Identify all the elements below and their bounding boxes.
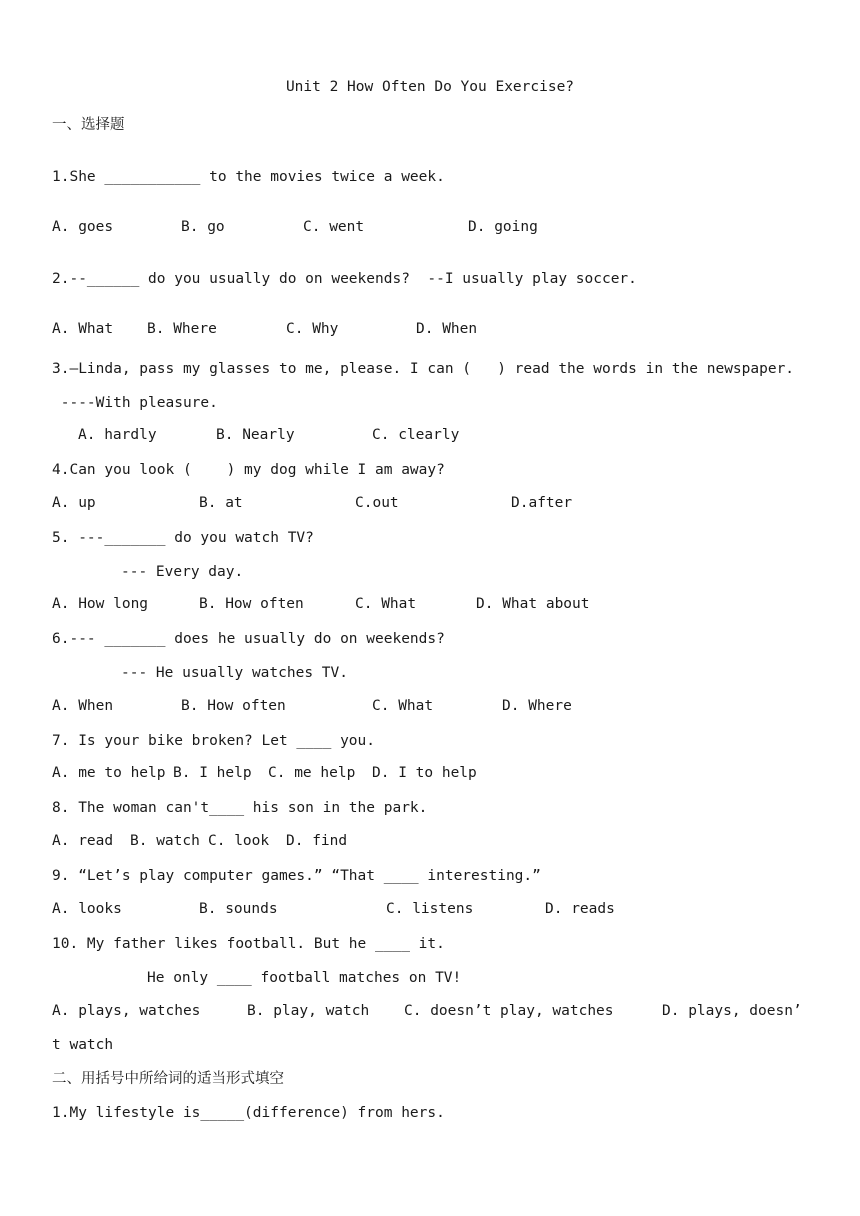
q6-option-a: A. When	[52, 698, 114, 714]
q10-option-d: D. plays, doesn’	[662, 1003, 802, 1019]
q2-option-b: B. Where	[147, 321, 217, 337]
question-3-stem: 3.—Linda, pass my glasses to me, please. I can ( ) read the words in the newspaper.	[52, 361, 795, 377]
question-10-stem-line2: He only ____ football matches on TV!	[147, 970, 462, 986]
q9-option-d: D. reads	[545, 901, 615, 917]
q2-option-d: D. When	[416, 321, 478, 337]
q5-option-c: C. What	[355, 596, 417, 612]
q5-option-b: B. How often	[199, 596, 304, 612]
q4-option-a: A. up	[52, 495, 96, 511]
q8-option-c: C. look	[208, 833, 270, 849]
q8-option-b: B. watch	[130, 833, 200, 849]
q6-option-b: B. How often	[181, 698, 286, 714]
question-6-response: --- He usually watches TV.	[121, 665, 348, 681]
q9-option-c: C. listens	[386, 901, 474, 917]
q7-option-a: A. me to help	[52, 765, 166, 781]
page-title: Unit 2 How Often Do You Exercise?	[285, 79, 575, 95]
q4-option-c: C.out	[355, 495, 399, 511]
section-heading-choice: 一、选择题	[52, 117, 125, 133]
q6-option-c: C. What	[372, 698, 434, 714]
q1-option-d: D. going	[468, 219, 538, 235]
question-10-stem: 10. My father likes football. But he ____ it.	[52, 936, 445, 952]
q6-option-d: D. Where	[502, 698, 572, 714]
q10-option-a: A. plays, watches	[52, 1003, 201, 1019]
q7-option-c: C. me help	[268, 765, 356, 781]
section-heading-fill: 二、用括号中所给词的适当形式填空	[52, 1071, 284, 1087]
q3-option-b: B. Nearly	[216, 427, 295, 443]
question-4-stem: 4.Can you look ( ) my dog while I am away?	[52, 462, 445, 478]
q9-option-a: A. looks	[52, 901, 122, 917]
q1-option-b: B. go	[181, 219, 225, 235]
q10-option-c: C. doesn’t play, watches	[404, 1003, 614, 1019]
question-5-stem: 5. ---_______ do you watch TV?	[52, 530, 314, 546]
question-6-stem: 6.--- _______ does he usually do on weekends?	[52, 631, 445, 647]
question-3-response: ----With pleasure.	[52, 395, 218, 411]
q2-option-a: A. What	[52, 321, 114, 337]
q4-option-d: D.after	[511, 495, 573, 511]
q2-option-c: C. Why	[286, 321, 339, 337]
question-1-stem: 1.She ___________ to the movies twice a week.	[52, 169, 445, 185]
q3-option-a: A. hardly	[78, 427, 157, 443]
q8-option-d: D. find	[286, 833, 348, 849]
q10-option-b: B. play, watch	[247, 1003, 370, 1019]
q5-option-a: A. How long	[52, 596, 149, 612]
question-7-stem: 7. Is your bike broken? Let ____ you.	[52, 733, 376, 749]
q7-option-d: D. I to help	[372, 765, 477, 781]
q5-option-d: D. What about	[476, 596, 590, 612]
question-2-stem: 2.--______ do you usually do on weekends? --I usually play soccer.	[52, 271, 637, 287]
q4-option-b: B. at	[199, 495, 243, 511]
q3-option-c: C. clearly	[372, 427, 460, 443]
q1-option-c: C. went	[303, 219, 365, 235]
q10-option-d-wrap: t watch	[52, 1037, 114, 1053]
q7-option-b: B. I help	[173, 765, 252, 781]
fill-question-1: 1.My lifestyle is_____(difference) from hers.	[52, 1105, 445, 1121]
question-5-response: --- Every day.	[121, 564, 244, 580]
q8-option-a: A. read	[52, 833, 114, 849]
q1-option-a: A. goes	[52, 219, 114, 235]
question-9-stem: 9. “Let’s play computer games.” “That ____ interesting.”	[52, 868, 541, 884]
question-8-stem: 8. The woman can't____ his son in the park.	[52, 800, 428, 816]
q9-option-b: B. sounds	[199, 901, 278, 917]
